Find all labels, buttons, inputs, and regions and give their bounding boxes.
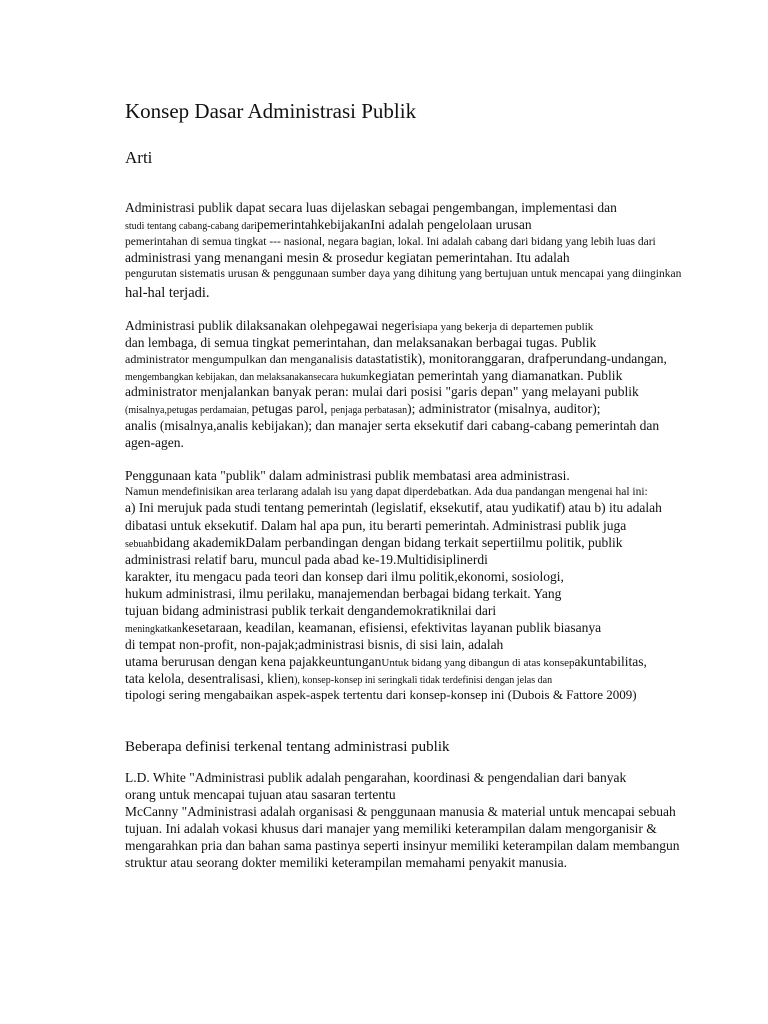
body-text: bidang akademik xyxy=(152,535,246,550)
paragraph-3-line-1: Penggunaan kata "publik" dalam administrasi publik membatasi area administrasi. xyxy=(125,468,570,483)
section-heading-arti: Arti xyxy=(125,148,153,167)
paragraph-3-line-10 xyxy=(125,620,601,638)
small-text: penjaga perbatasan xyxy=(330,405,408,416)
paragraph-2-line-7: analis (misalnya,analis kebijakan); dan manajer serta eksekutif dari cabang-cabang pemerintah dan xyxy=(125,418,660,433)
body-text: Dalam perbandingan dengan bidang terkait sepertiilmu politik, publik xyxy=(245,535,623,550)
paragraph-3-line-2: Namun mendefinisikan area terlarang adalah isu yang dapat diperdebatkan. Ada dua pandangan mengenai hal ini: xyxy=(125,486,648,498)
small-text: Untuk bidang yang dibangun di atas konsep xyxy=(381,657,575,669)
paragraph-2-line-3 xyxy=(125,351,667,367)
paragraph-3-line-12 xyxy=(125,654,647,671)
paragraph-1-line-3: pemerintahan di semua tingkat --- nasional, negara bagian, lokal. Ini adalah cabang dari bidang yang lebih luas dari xyxy=(125,236,656,248)
definition-line-6: struktur atau seorang dokter memiliki keterampilan memahami penyakit manusia. xyxy=(125,855,567,870)
paragraph-3-line-6: administrasi relatif baru, muncul pada abad ke-19.Multidisiplinerdi xyxy=(125,552,488,567)
paragraph-3-line-5 xyxy=(125,535,623,553)
body-text: kegiatan pemerintah yang diamanatkan. Publik xyxy=(368,368,623,383)
small-text: ), konsep-konsep ini seringkali tidak terdefinisi dengan jelas dan xyxy=(294,675,553,686)
paragraph-1-line-6: hal-hal terjadi. xyxy=(125,285,210,301)
definition-line-2: orang untuk mencapai tujuan atau sasaran tertentu xyxy=(125,787,396,802)
paragraph-3-line-7: karakter, itu mengacu pada teori dan konsep dari ilmu politik,ekonomi, sosiologi, xyxy=(125,569,564,584)
paragraph-2-line-8: agen-agen. xyxy=(125,435,184,450)
paragraph-3-line-11: di tempat non-profit, non-pajak;administrasi bisnis, di sisi lain, adalah xyxy=(125,637,504,652)
paragraph-2-line-2: dan lembaga, di semua tingkat pemerintahan, dan melaksanakan berbagai tugas. Publik xyxy=(125,335,597,350)
definition-line-3: McCanny "Administrasi adalah organisasi & penggunaan manusia & material untuk mencapai sebuah xyxy=(125,804,676,819)
paragraph-2-line-6 xyxy=(125,401,601,419)
definition-line-5: mengarahkan pria dan bahan sama pastinya seperti insinyur memiliki keterampilan dalam membangun xyxy=(125,838,680,853)
medium-text: administrator mengumpulkan dan menganalisis data xyxy=(125,352,376,366)
body-text: utama berurusan dengan kena pajak xyxy=(125,654,319,669)
definition-line-4: tujuan. Ini adalah vokasi khusus dari manajer yang memiliki keterampilan dalam mengorganisir & xyxy=(125,821,657,836)
body-text: tata kelola, desentralisasi, klien xyxy=(125,671,295,686)
page-title: Konsep Dasar Administrasi Publik xyxy=(125,99,417,123)
small-text: mengembangkan kebijakan, dan melaksanakansecara hukum xyxy=(125,372,369,383)
paragraph-1-line-4: administrasi yang menangani mesin & prosedur kegiatan pemerintahan. Itu adalah xyxy=(125,250,570,265)
paragraph-3-line-14: tipologi sering mengabaikan aspek-aspek tertentu dari konsep-konsep ini (Dubois & Fattore 2009) xyxy=(125,687,637,702)
body-text: statistik), monitoranggaran, drafperundang-undangan, xyxy=(375,351,667,366)
body-text: Administrasi publik dilaksanakan olehpegawai negeri xyxy=(125,318,416,333)
body-text: petugas parol, xyxy=(251,401,331,416)
small-text: siapa yang bekerja di departemen publik xyxy=(415,321,594,333)
body-text: keuntungan xyxy=(318,654,382,669)
definition-line-1: L.D. White "Administrasi publik adalah pengarahan, koordinasi & pengendalian dari banyak xyxy=(125,770,627,785)
paragraph-3-line-4: dibatasi untuk eksekutif. Dalam hal apa pun, itu berarti pemerintah. Administrasi publik juga xyxy=(125,518,627,533)
paragraph-1-line-1: Administrasi publik dapat secara luas dijelaskan sebagai pengembangan, implementasi dan xyxy=(125,200,617,215)
paragraph-3-line-9: tujuan bidang administrasi publik terkait dengandemokratiknilai dari xyxy=(125,603,497,618)
section-heading-definisi: Beberapa definisi terkenal tentang administrasi publik xyxy=(125,739,450,755)
paragraph-2-line-1 xyxy=(125,318,593,335)
body-text: kesetaraan, keadilan, keamanan, efisiensi, efektivitas layanan publik biasanya xyxy=(181,620,602,635)
small-text: (misalnya,petugas perdamaian, xyxy=(125,405,252,416)
small-text: meningkatkan xyxy=(125,624,182,635)
paragraph-1-line-2 xyxy=(125,217,532,235)
body-text: pemerintahkebijakanIni adalah pengelolaan urusan xyxy=(256,217,532,232)
paragraph-1-line-5: pengurutan sistematis urusan & penggunaan sumber daya yang dihitung yang bertujuan untuk mencapai yang diinginkan xyxy=(125,268,682,280)
paragraph-3-line-8: hukum administrasi, ilmu perilaku, manajemendan berbagai bidang terkait. Yang xyxy=(125,586,562,601)
body-text: akuntabilitas, xyxy=(574,654,647,669)
small-text: studi tentang cabang-cabang dari xyxy=(125,221,257,232)
body-text: ); administrator (misalnya, auditor); xyxy=(407,401,601,416)
small-text: sebuah xyxy=(125,539,153,550)
paragraph-3-line-3: a) Ini merujuk pada studi tentang pemerintah (legislatif, eksekutif, atau yudikatif) atau b) itu adalah xyxy=(125,500,662,515)
paragraph-2-line-5: administrator menjalankan banyak peran: mulai dari posisi "garis depan" yang melayani publik xyxy=(125,384,639,399)
